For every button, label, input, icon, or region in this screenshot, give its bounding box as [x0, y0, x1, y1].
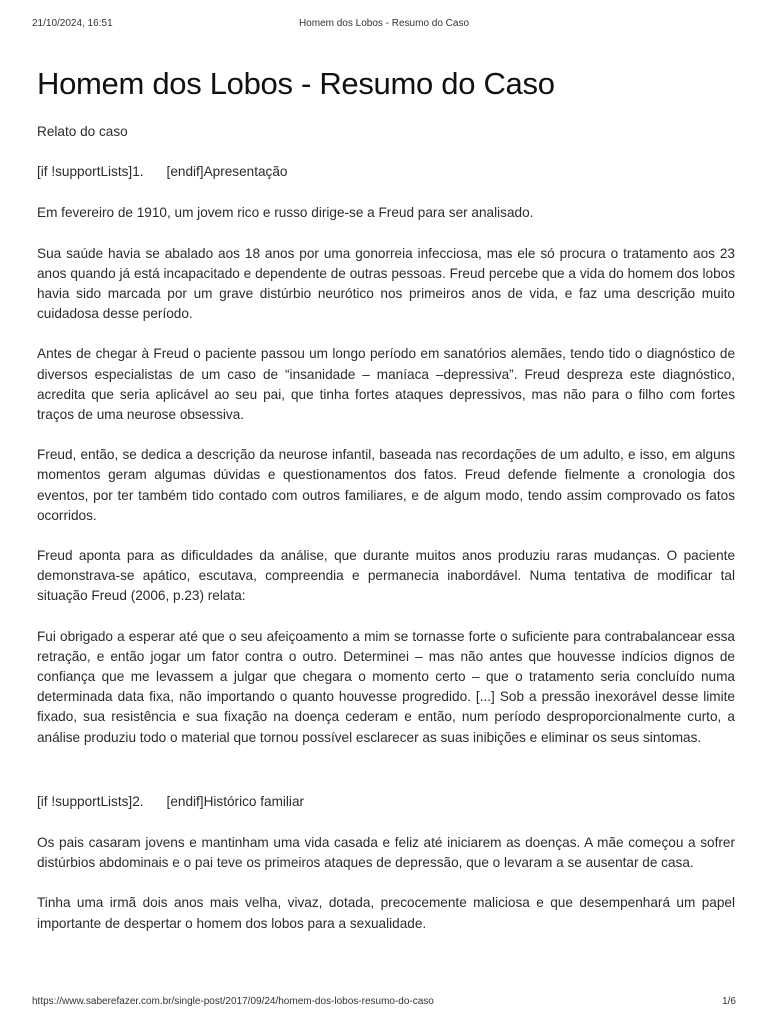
article-subtitle: Relato do caso [37, 124, 128, 139]
list-marker: [if !supportLists]2. [37, 793, 144, 809]
paragraph: Em fevereiro de 1910, um jovem rico e russo dirige-se a Freud para ser analisado. [37, 205, 534, 221]
print-header [32, 18, 736, 32]
paragraph: Freud, então, se dedica a descrição da neurose infantil, baseada nas recordações de um adulto, e isso, em alguns momentos geram algumas dúvidas e questionamentos dos fatos. Freud defende fielmente a cronologia dos eventos, por ter também tido contado com outros familiares, e de algum modo, tendo assim comprovado os fatos ocorridos. [37, 447, 735, 523]
section-heading-label: [endif]Apresentação [166, 164, 288, 180]
print-footer [32, 996, 736, 1010]
paragraph: Antes de chegar à Freud o paciente passou um longo período em sanatórios alemães, tendo tido o diagnóstico de diversos especialistas de um caso de “insanidade – maníaca –depressiva”. Freud despreza este diagnóstico, acredita que seria aplicável ao seu pai, que tinha fortes ataques depressivos, mas não para o filho com fortes traços de uma neurose obsessiva. [37, 346, 735, 423]
source-url: https://www.saberefazer.com.br/single-post/2017/09/24/homem-dos-lobos-resumo-do-caso [32, 996, 434, 1007]
list-marker: [if !supportLists]1. [37, 164, 144, 180]
block-quote: Fui obrigado a esperar até que o seu afeiçoamento a mim se tornasse forte o suficiente para contrabalancear essa retração, e então jogar um fator contra o outro. Determinei – mas não antes que houvesse indícios dignos de confiança que me levassem a julgar que chegara o momento certo – que o tratamento seria concluído numa determinada data fixa, não importando o quanto houvesse progredido. [...] Sob a pressão inexorável desse limite fixado, sua resistência e sua fixação na doença cederam e então, num período desproporcionalmente curto, a análise produziu todo o material que tornou possível esclarecer as suas inibições e eliminar os seus sintomas. [37, 628, 735, 745]
print-datetime: 21/10/2024, 16:51 [32, 18, 113, 29]
section-heading-apresentacao [37, 162, 735, 182]
section-heading-label: [endif]Histórico familiar [166, 793, 305, 809]
section-heading-historico-familiar [37, 792, 735, 812]
print-page-title: Homem dos Lobos - Resumo do Caso [298, 18, 470, 29]
paragraph: Tinha uma irmã dois anos mais velha, vivaz, dotada, precocemente maliciosa e que desempenhará um papel importante de despertar o homem dos lobos para a sexualidade. [37, 895, 735, 931]
article-title: Homem dos Lobos - Resumo do Caso [37, 66, 555, 101]
article [37, 64, 735, 954]
paragraph: Os pais casaram jovens e mantinham uma vida casada e feliz até iniciarem as doenças. A mãe começou a sofrer distúrbios abdominais e o pai teve os primeiros ataques de depressão, que o levaram a se ausentar de casa. [37, 835, 735, 871]
paragraph: Sua saúde havia se abalado aos 18 anos por uma gonorreia infecciosa, mas ele só procura o tratamento aos 23 anos quando já está incapacitado e dependente de outras pessoas. Freud percebe que a vida do homem dos lobos havia sido marcada por um grave distúrbio neurótico nos primeiros anos de vida, e faz uma descrição muito cuidadosa desse período. [37, 245, 735, 322]
paragraph: Freud aponta para as dificuldades da análise, que durante muitos anos produziu raras mudanças. O paciente demonstrava-se apático, escutava, compreendia e permanecia inabordável. Numa tentativa de modificar tal situação Freud (2006, p.23) relata: [37, 548, 735, 604]
page-number: 1/6 [722, 996, 736, 1007]
